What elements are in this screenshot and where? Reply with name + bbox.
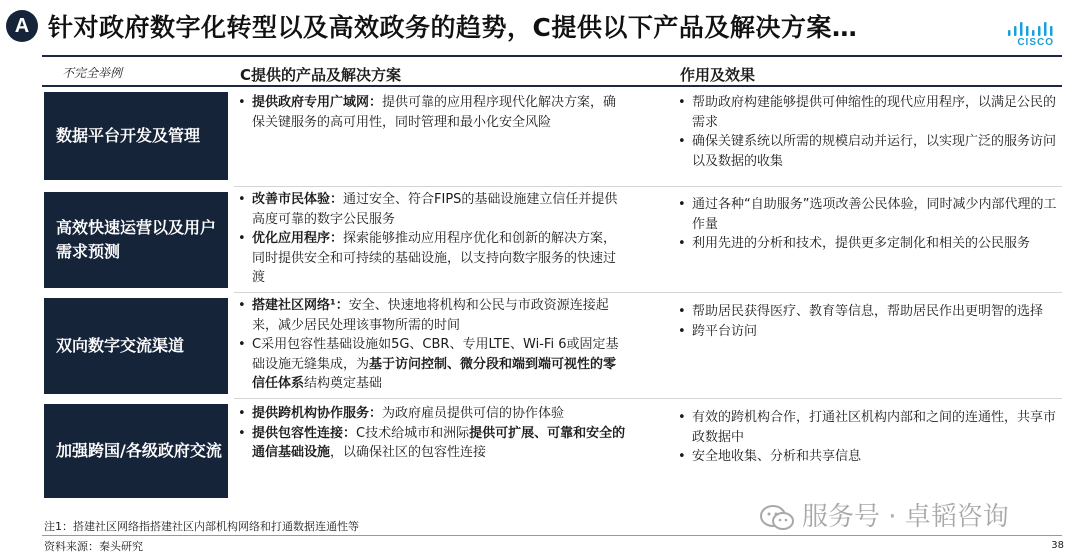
list-item: • 有效的跨机构合作，打通社区机构内部和之间的连通性，共享市政数据中 — [676, 408, 1060, 447]
solution-text: C采用包容性基础设施如5G、CBR、专用LTE、Wi-Fi 6或固定基础设施无缝集成，为 — [252, 337, 619, 372]
list-item: • 利用先进的分析和技术，提供更多定制化和相关的公民服务 — [676, 234, 1060, 254]
header-example-note: 不完全举例 — [62, 66, 123, 80]
list-item — [236, 229, 628, 288]
list-item: • 安全地收集、分析和共享信息 — [676, 447, 1060, 467]
row-divider — [234, 398, 1062, 399]
solutions-cell — [236, 296, 628, 394]
row-label-text: 高效快速运营以及用户需求预测 — [56, 218, 217, 261]
list-item: • 帮助居民获得医疗、教育等信息，帮助居民作出更明智的选择 — [676, 302, 1060, 322]
page-title: 针对政府数字化转型以及高效政务的趋势，C提供以下产品及解决方案… — [48, 13, 858, 42]
solution-text: 结构奠定基础 — [304, 376, 383, 391]
solution-heading: 优化应用程序： — [252, 231, 344, 246]
watermark-text: 服务号 · 卓韬咨询 — [802, 502, 1009, 532]
row-label-text: 加强跨国/各级政府交流 — [56, 441, 222, 460]
list-item — [236, 93, 628, 132]
list-item: • 帮助政府构建能够提供可伸缩性的现代应用程序，以满足公民的需求 — [676, 93, 1060, 132]
solution-heading: 改善市民体验： — [252, 192, 344, 207]
solution-emphasis: 基于访问控制、微分段和端到端可视性的零信任体系 — [252, 356, 617, 391]
row-divider — [234, 186, 1062, 187]
title-divider — [42, 55, 1062, 57]
row-label — [44, 92, 228, 180]
solution-heading: 提供包容性连接： — [252, 425, 357, 441]
section-badge: A — [6, 10, 38, 42]
list-item: • 跨平台访问 — [676, 322, 1060, 342]
solution-emphasis: 提供可扩展、可靠和安全的通信基础设施 — [252, 425, 626, 460]
row-label — [44, 192, 228, 288]
row-divider — [234, 292, 1062, 293]
solution-text: 探索能够推动应用程序优化和创新的解决方案，同时提供安全和可持续的基础设施，以支持向数字服务的快速过渡 — [252, 231, 617, 285]
cisco-logo-text: CISCO — [1017, 37, 1054, 48]
solution-text: 提供可靠的应用程序现代化解决方案，确保关键服务的高可用性，同时管理和最小化安全风险 — [252, 95, 617, 130]
list-item — [236, 190, 628, 229]
effects-cell — [676, 93, 1060, 171]
header-effects: 作用及效果 — [680, 66, 756, 84]
watermark — [760, 496, 1009, 533]
solution-heading: 提供政府专用广域网： — [252, 95, 383, 110]
effects-cell — [676, 195, 1060, 254]
wechat-icon — [760, 504, 794, 532]
list-item: • 确保关键系统以所需的规模启动并运行，以实现广泛的服务访问以及数据的收集 — [676, 132, 1060, 171]
solution-text: C技术给城市和洲际 — [356, 425, 470, 441]
source-note: 资料来源：秦头研究 — [44, 540, 143, 553]
solution-text: 通过安全、符合FIPS的基础设施建立信任并提供高度可靠的数字公民服务 — [252, 192, 618, 227]
list-item — [236, 424, 628, 463]
header-solutions: C提供的产品及解决方案 — [240, 66, 402, 84]
row-label-text: 双向数字交流渠道 — [56, 336, 185, 355]
effects-cell — [676, 408, 1060, 467]
solution-text: 安全、快速地将机构和公民与市政资源连接起来，减少居民处理该事物所需的时间 — [252, 298, 609, 333]
solution-heading: 搭建社区网络¹： — [252, 298, 349, 313]
row-label-text: 数据平台开发及管理 — [56, 126, 201, 145]
header-divider — [42, 85, 1062, 87]
list-item — [236, 335, 628, 394]
list-item — [236, 296, 628, 335]
row-label — [44, 298, 228, 394]
footnote: 注1：搭建社区网络指搭建社区内部机构网络和打通数据连通性等 — [44, 520, 359, 533]
effects-cell — [676, 302, 1060, 341]
solutions-cell — [236, 93, 628, 132]
list-item — [236, 404, 628, 424]
solutions-cell — [236, 404, 628, 463]
page-number: 38 — [1051, 540, 1064, 551]
row-label — [44, 404, 228, 498]
list-item: • 通过各种“自助服务”选项改善公民体验，同时减少内部代理的工作量 — [676, 195, 1060, 234]
solutions-cell — [236, 190, 628, 288]
solution-text: ，以确保社区的包容性连接 — [330, 445, 487, 460]
footer-divider — [42, 535, 1062, 536]
solution-text: 为政府雇员提供可信的协作体验 — [382, 406, 565, 421]
solution-heading: 提供跨机构协作服务： — [252, 406, 383, 421]
